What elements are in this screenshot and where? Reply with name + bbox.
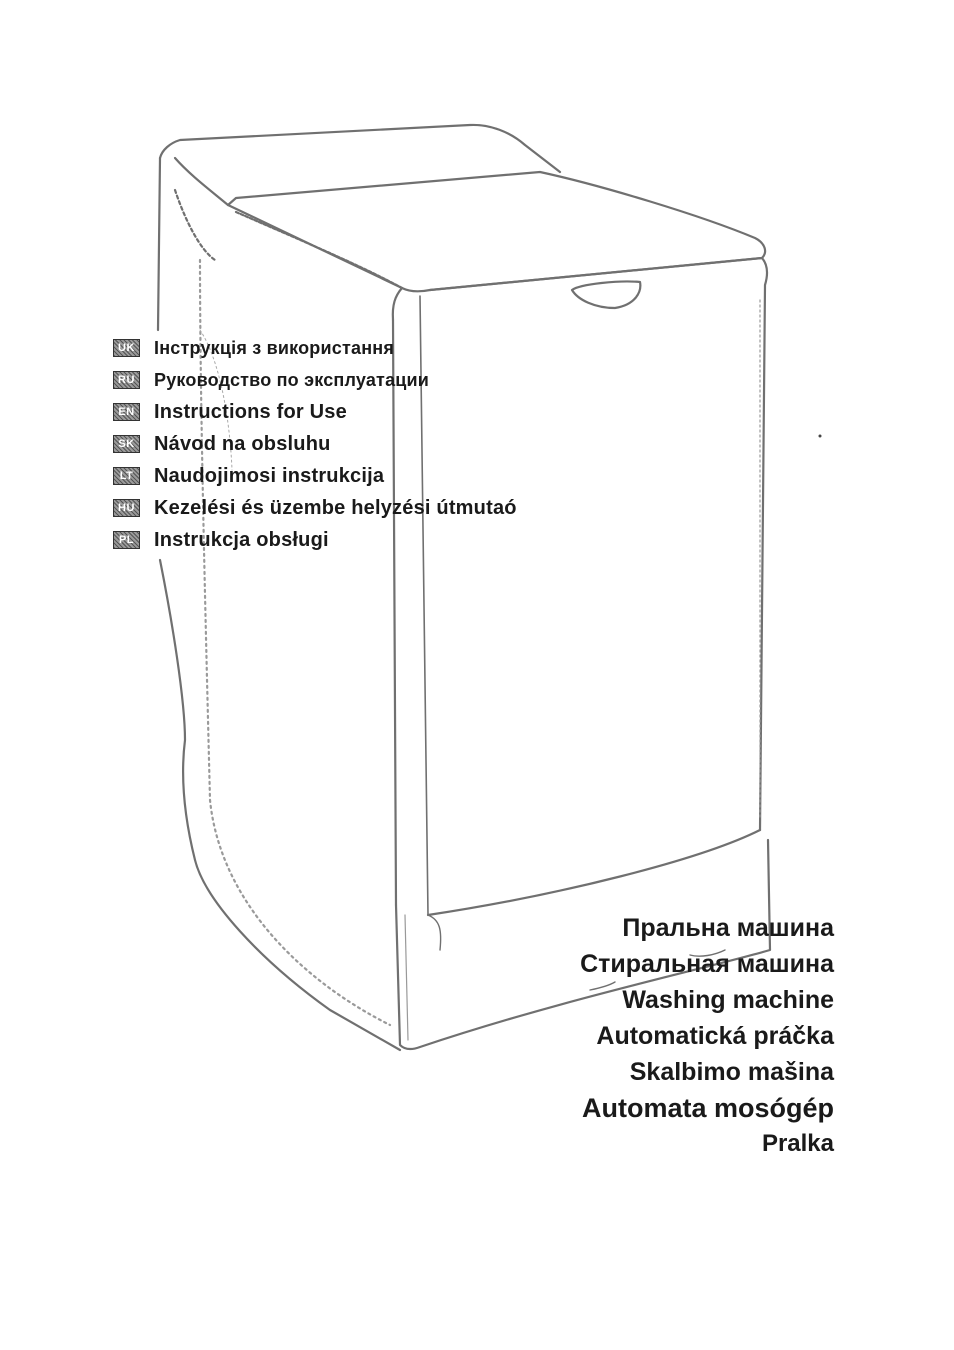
language-item xyxy=(113,492,517,524)
product-title: Automata mosógép xyxy=(581,1093,834,1123)
product-title: Automatická práčka xyxy=(596,1022,834,1050)
language-item xyxy=(113,524,517,556)
product-title: Стиральная машина xyxy=(580,950,834,978)
language-label: Руководство по эксплуатации xyxy=(154,369,430,390)
product-title-block xyxy=(580,910,834,1162)
language-label: Instrukcja obsługi xyxy=(154,528,329,551)
product-title: Pralka xyxy=(761,1130,834,1157)
product-title: Пральна машина xyxy=(622,914,834,942)
language-code-badge: HU xyxy=(113,499,140,517)
language-item xyxy=(113,460,517,492)
product-title: Washing machine xyxy=(622,986,834,1014)
language-label: Інструкція з використання xyxy=(154,337,395,358)
language-code-badge: UK xyxy=(113,339,140,357)
machine-left-side xyxy=(160,125,560,172)
language-code-badge: LT xyxy=(113,467,140,485)
language-code-badge: SK xyxy=(113,435,140,453)
language-item xyxy=(113,396,517,428)
language-label: Kezelési és üzembe helyzési útmutaó xyxy=(154,496,517,519)
language-item xyxy=(113,428,517,460)
product-title: Skalbimo mašina xyxy=(629,1058,834,1086)
lid-handle xyxy=(572,281,640,308)
language-item xyxy=(113,364,517,396)
machine-lid xyxy=(228,172,765,291)
language-code-badge: EN xyxy=(113,403,140,421)
language-item xyxy=(113,332,517,364)
language-list xyxy=(113,332,517,556)
language-code-badge: PL xyxy=(113,531,140,549)
language-label: Instructions for Use xyxy=(154,400,347,423)
language-code-badge: RU xyxy=(113,371,140,389)
language-label: Naudojimosi instrukcija xyxy=(154,464,385,487)
language-label: Návod na obsluhu xyxy=(154,432,331,455)
